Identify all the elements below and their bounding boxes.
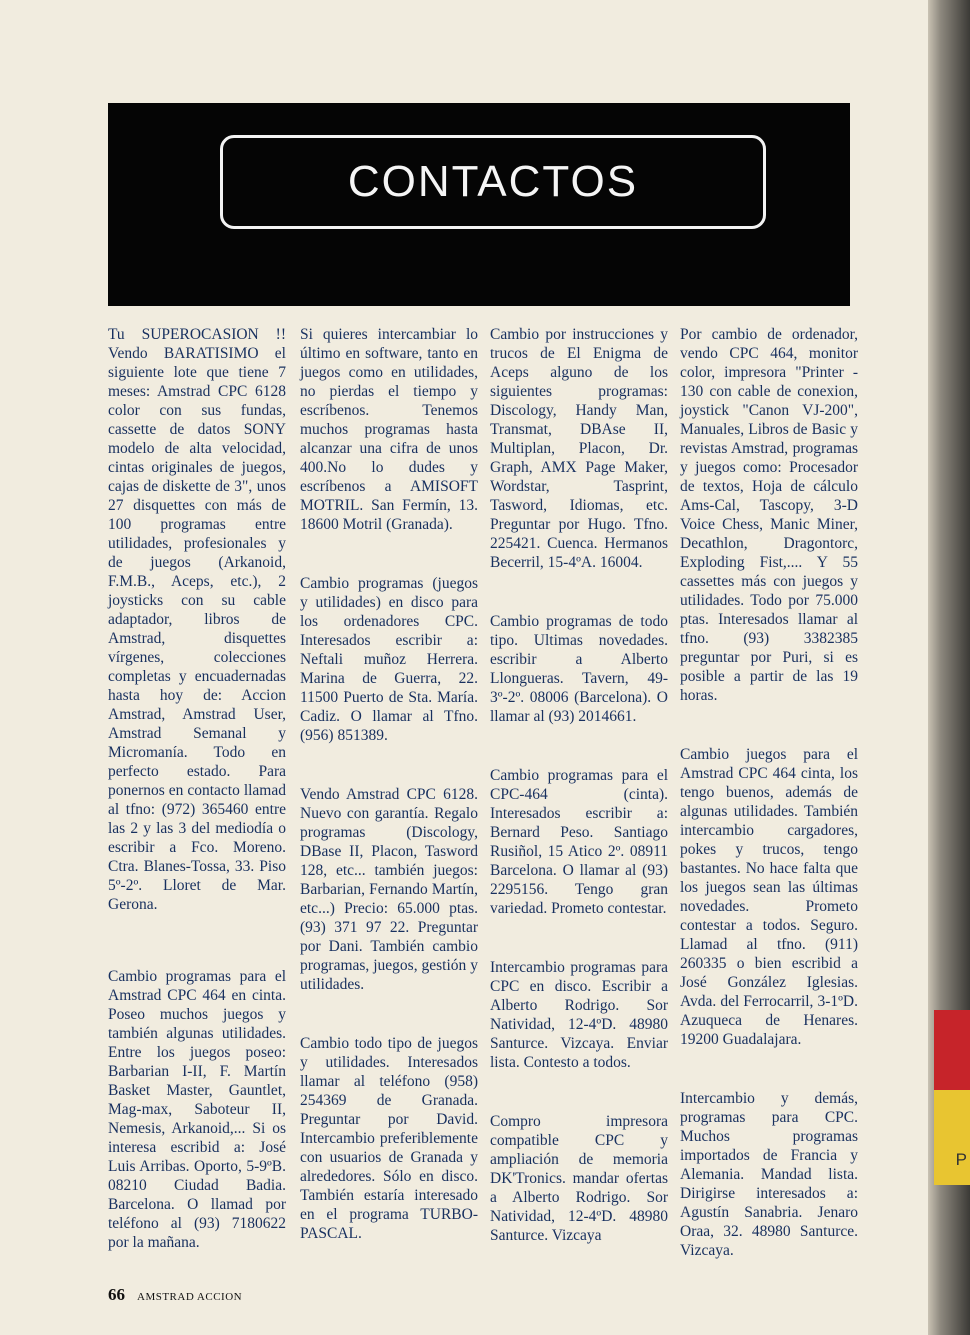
classified-ad: Por cambio de ordenador, vendo CPC 464, monitor color, impresora "Printer - 130 con cable de conexion, joystick "Canon VJ-200", Manuales, Libros de Basic y revistas Amstrad, programas y juegos como: Procesador de textos, Hoja de cálculo Ams-Cal, Tascopy, 3-D Voice Chess, Manic Miner, Decathlon, Dragontorc, Exploding Fist,.... Y 55 cassettes más con juegos y utilidades. Todo por 75.000 ptas. Interesados llamar al tfno. (93) 3382385 preguntar por Puri, si es posible a partir de las 19 horas.	[680, 326, 858, 704]
edge-red-strip	[934, 1010, 970, 1090]
classified-ad: Si quieres intercambiar lo último en software, tanto en juegos como en utilidades, no pierdas el tiempo y escríbenos. Tenemos muchos programas hasta alcanzar una cifra de unos 400.No lo dudes y escríbenos a AMISOFT MOTRIL. San Fermín, 13. 18600 Motril (Granada).	[300, 326, 478, 533]
classified-ad: Cambio programas de todo tipo. Ultimas novedades. escribir a Alberto Llongueras. Tavern, 49-3º-2º. 08006 (Barcelona). O llamar al (93) 2014661.	[490, 613, 668, 725]
page-footer	[108, 1285, 242, 1305]
column-3	[490, 325, 668, 1245]
classified-ad: Cambio programas para el Amstrad CPC 464 en cinta. Poseo muchos juegos y también algunas utilidades. Entre los juegos poseo: Barbarian I-II, F. Martín Basket Master, Gauntlet, Mag-max, Saboteur II, Nemesis, Arkanoid,... Si os interesa escribid a: José Luis Arribas. Oporto, 5-9ºB. 08210 Ciudad Badia. Barcelona. O llamad por teléfono al (93) 7180622 por la mañana.	[108, 968, 286, 1251]
page-number: 66	[108, 1285, 125, 1304]
column-1	[108, 325, 286, 1252]
classified-ad: Cambio juegos para el Amstrad CPC 464 cinta, los tengo buenos, además de algunas utilidades. También intercambio cargadores, pokes y trucos, tengo bastantes. No hace falta que los juegos sean las últimas novedades. Prometo contestar a todos. Seguro. Llamad al tfno. (911) 260335 o bien escribid a José González Iglesias. Avda. del Ferrocarril, 3-1ºD. Azuqueca de Henares. 19200 Guadalajara.	[680, 746, 858, 1048]
classified-ad: Cambio por instrucciones y trucos de El Enigma de Aceps alguno de los siguientes programas: Discology, Handy Man, Transmat, DBAse II, Multiplan, Placon, Dr. Graph, AMX Page Maker, Wordstar, Tasprint, Tasword, Idiomas, etc. Preguntar por Hugo. Tfno. 225421. Cuenca. Hermanos Becerril, 15-4ºA. 16004.	[490, 326, 668, 571]
header-band	[108, 103, 850, 306]
magazine-name: AMSTRAD ACCION	[137, 1291, 243, 1303]
column-4	[680, 325, 858, 1260]
edge-letter: P	[955, 1150, 967, 1169]
classified-ad: Compro impresora compatible CPC y ampliación de memoria DK'Tronics. mandar ofertas a Alberto Rodrigo. Sor Natividad, 12-4ºD. 48980 Santurce. Vizcaya	[490, 1113, 668, 1244]
classified-ad: Tu SUPEROCASION !! Vendo BARATISIMO el siguiente lote que tiene 7 meses: Amstrad CPC 6128 color con sus fundas, cassette de datos SONY modelo de alta velocidad, cintas originales de juegos, cajas de diskette de 3", unos 27 disquettes con más de 100 programas entre utilidades, profesionales y de juegos (Arkanoid, F.M.B., Aceps, etc.), 2 joysticks con su cable adaptador, libros de Amstrad, disquettes vírgenes, colecciones completas y encuadernadas hasta hoy de: Accion Amstrad, Amstrad User, Amstrad Semanal y Micromanía. Todo en perfecto estado. Para ponernos en contacto llamad al tfno: (972) 365460 entre las 2 y las 3 del mediodía o escribir a Fco. Moreno. Ctra. Blanes-Tossa, 33. Piso 5º-2º. Lloret de Mar. Gerona.	[108, 326, 286, 913]
classified-ad: Vendo Amstrad CPC 6128. Nuevo con garantía. Regalo programas (Discology, DBase II, Placon, Tasword 128, etc... también juegos: Barbarian, Fernando Martín, etc...) Precio: 65.000 ptas. (93) 371 97 22. Preguntar por Dani. También cambio programas, juegos, gestión y utilidades.	[300, 786, 478, 993]
classified-ad: Cambio todo tipo de juegos y utilidades. Interesados llamar al teléfono (958) 254369 de Granada. Preguntar por David. Intercambio preferiblemente con usuarios de Granada y alrededores. Sólo en disco. También estaría interesado en el programa TURBO-PASCAL.	[300, 1035, 478, 1242]
column-2	[300, 325, 478, 1243]
adjacent-page-edge	[928, 0, 970, 1335]
classified-ad: Intercambio programas para CPC en disco. Escribir a Alberto Rodrigo. Sor Natividad, 12-4ºD. 48980 Santurce. Vizcaya. Enviar lista. Contesto a todos.	[490, 959, 668, 1071]
classified-ad: Cambio programas (juegos y utilidades) en disco para los ordenadores CPC. Interesados escribir a: Neftali muñoz Herrera. Marina de Guerra, 22. 11500 Puerto de Sta. María. Cadiz. O llamar al Tfno. (956) 851389.	[300, 575, 478, 744]
page-title: CONTACTOS	[347, 157, 639, 206]
classified-ad: Cambio programas para el CPC-464 (cinta). Interesados escribir a: Bernard Peso. Santiago Rusiñol, 15 Atico 2º. 08911 Barcelona. O llamar al (93) 2295156. Tengo gran variedad. Prometo contestar.	[490, 767, 668, 917]
title-frame	[220, 135, 766, 229]
edge-yellow-strip	[934, 1090, 970, 1185]
classified-ad: Intercambio y demás, programas para CPC. Muchos programas importados de Francia y Alemania. Mandad lista. Dirigirse interesados a: Agustín Sanabria. Jenaro Oraa, 32. 48980 Santurce. Vizcaya.	[680, 1090, 858, 1259]
